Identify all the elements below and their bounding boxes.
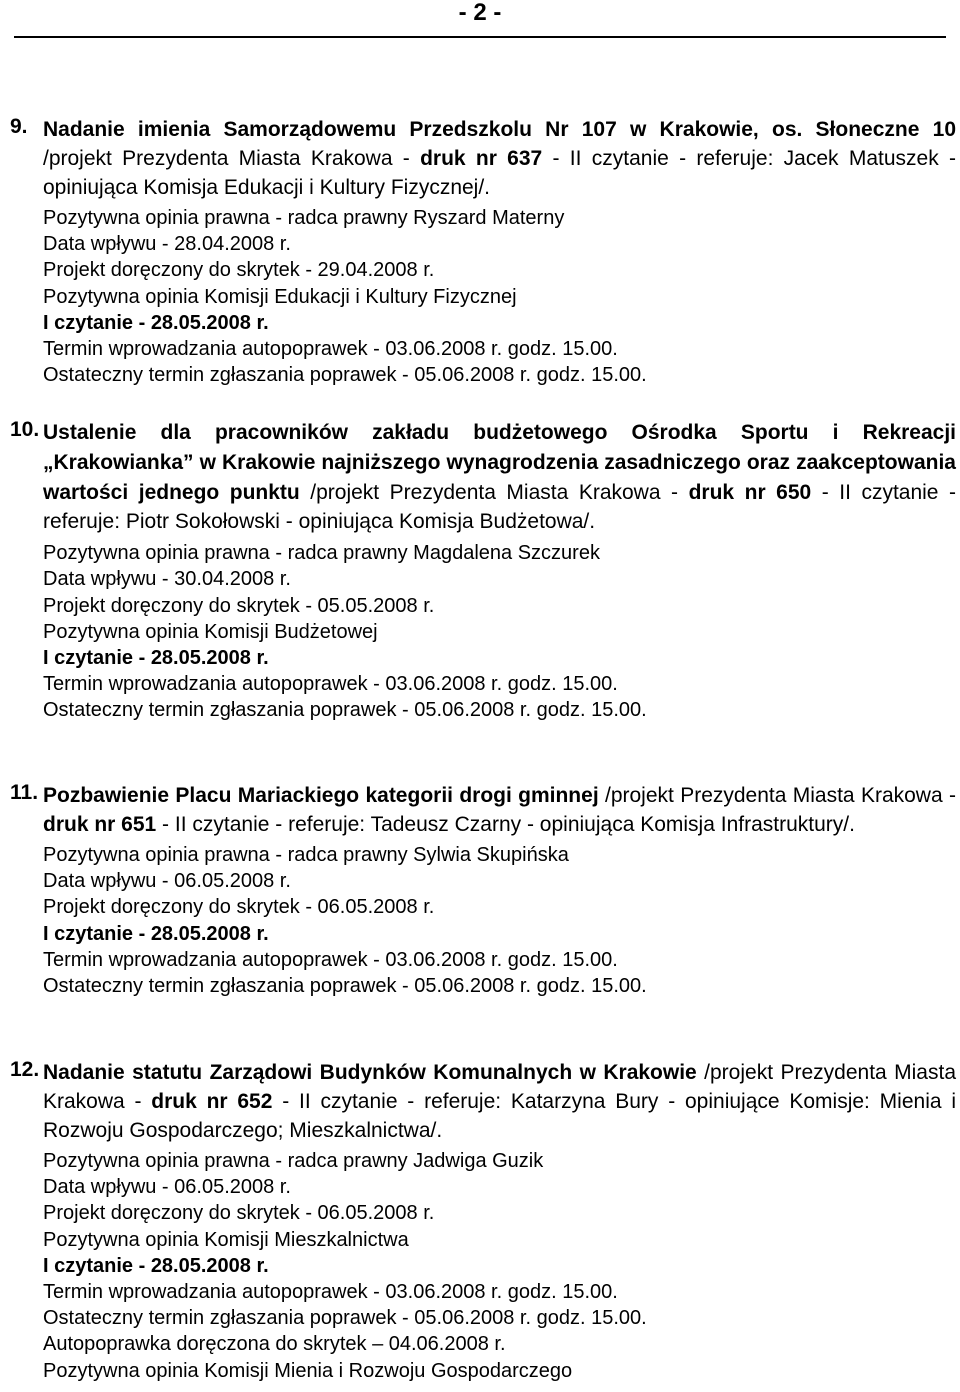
item-title: Nadanie statutu Zarządowi Budynków Komunalnych w Krakowie <box>43 1061 697 1084</box>
final-deadline: Ostateczny termin zgłaszania poprawek - 05.06.2008 r. godz. 15.00. <box>43 364 647 387</box>
item-text: /projekt Prezydenta Miasta Krakowa - <box>598 784 956 807</box>
item-text: - II czytanie - referuje: Piotr Sokołowski - opiniująca Komisja Budżetowa/. <box>43 480 956 534</box>
item-text: /projekt Prezydenta Miasta Krakowa - <box>299 480 689 504</box>
committee-opinion: Pozytywna opinia Komisji Mienia i Rozwoju Gospodarczego <box>43 1359 573 1382</box>
druk-number: druk nr 650 <box>688 480 812 504</box>
committee-opinion: Pozytywna opinia Komisji Edukacji i Kultury Fizycznej <box>43 285 517 308</box>
item-title: Pozbawienie Placu Mariackiego kategorii drogi gminnej <box>43 784 599 807</box>
committee-opinion: Pozytywna opinia Komisji Budżetowej <box>43 620 378 643</box>
amendment-deadline: Termin wprowadzania autopoprawek - 03.06.2008 r. godz. 15.00. <box>43 673 618 696</box>
druk-number: druk nr 652 <box>151 1090 273 1113</box>
agenda-item-11 <box>10 781 956 999</box>
agenda-item-12 <box>10 1058 956 1384</box>
autopoprawka-delivery: Autopoprawka doręczona do skrytek – 04.06.2008 r. <box>43 1333 506 1356</box>
receipt-date: Data wpływu - 06.05.2008 r. <box>43 870 291 893</box>
item-text: /projekt Prezydenta Miasta Krakowa - <box>43 147 421 170</box>
item-number: 12. <box>10 1058 40 1081</box>
first-reading: I czytanie - 28.05.2008 r. <box>43 311 269 334</box>
receipt-date: Data wpływu - 28.04.2008 r. <box>43 233 291 256</box>
legal-opinion: Pozytywna opinia prawna - radca prawny Magdalena Szczurek <box>43 542 600 565</box>
druk-number: druk nr 651 <box>43 813 157 836</box>
item-details <box>43 540 956 723</box>
receipt-date: Data wpływu - 30.04.2008 r. <box>43 568 291 591</box>
legal-opinion: Pozytywna opinia prawna - radca prawny Ryszard Materny <box>43 207 565 229</box>
item-text: /projekt Prezydenta Miasta Krakowa - <box>43 1061 956 1113</box>
amendment-deadline: Termin wprowadzania autopoprawek - 03.06.2008 r. godz. 15.00. <box>43 338 618 361</box>
delivery-date: Projekt doręczony do skrytek - 06.05.2008 r. <box>43 1202 435 1225</box>
agenda-item-10 <box>10 418 956 724</box>
item-description <box>43 418 956 537</box>
final-deadline: Ostateczny termin zgłaszania poprawek - 05.06.2008 r. godz. 15.00. <box>43 699 647 722</box>
item-description <box>43 1058 956 1145</box>
legal-opinion: Pozytywna opinia prawna - radca prawny Sylwia Skupińska <box>43 844 569 866</box>
delivery-date: Projekt doręczony do skrytek - 29.04.2008 r. <box>43 259 435 282</box>
item-number: 11. <box>10 781 39 804</box>
delivery-date: Projekt doręczony do skrytek - 05.05.2008 r. <box>43 594 435 617</box>
druk-number: druk nr 637 <box>420 147 543 170</box>
item-title: Ustalenie dla pracowników zakładu budżetowego Ośrodka Sportu i Rekreacji „Krakowianka” w Krakowie najniższego wynagrodzenia zasadniczego oraz zaakceptowania wartości jednego punktu <box>43 421 956 504</box>
amendment-deadline: Termin wprowadzania autopoprawek - 03.06.2008 r. godz. 15.00. <box>43 948 618 971</box>
item-details <box>43 1148 956 1384</box>
page-number: - 2 - <box>458 0 502 26</box>
delivery-date: Projekt doręczony do skrytek - 06.05.2008 r. <box>43 896 435 919</box>
item-description <box>43 781 956 839</box>
item-number: 10. <box>10 418 40 441</box>
legal-opinion: Pozytywna opinia prawna - radca prawny Jadwiga Guzik <box>43 1150 544 1172</box>
agenda-item-9 <box>10 115 956 388</box>
first-reading: I czytanie - 28.05.2008 r. <box>43 922 269 945</box>
committee-opinion: Pozytywna opinia Komisji Mieszkalnictwa <box>43 1228 409 1251</box>
item-details <box>43 205 956 388</box>
final-deadline: Ostateczny termin zgłaszania poprawek - 05.06.2008 r. godz. 15.00. <box>43 975 647 998</box>
item-text: - II czytanie - referuje: Jacek Matuszek - opiniująca Komisja Edukacji i Kultury Fizycznej/. <box>43 147 956 199</box>
receipt-date: Data wpływu - 06.05.2008 r. <box>43 1176 291 1199</box>
amendment-deadline: Termin wprowadzania autopoprawek - 03.06.2008 r. godz. 15.00. <box>43 1281 618 1304</box>
item-description <box>43 115 956 202</box>
item-number: 9. <box>10 115 28 138</box>
first-reading: I czytanie - 28.05.2008 r. <box>43 1254 269 1277</box>
header-divider <box>14 36 946 38</box>
item-title: Nadanie imienia Samorządowemu Przedszkolu Nr 107 w Krakowie, os. Słoneczne 10 <box>43 118 956 141</box>
first-reading: I czytanie - 28.05.2008 r. <box>43 647 269 669</box>
item-text: - II czytanie - referuje: Tadeusz Czarny - opiniująca Komisja Infrastruktury/. <box>156 813 855 836</box>
item-text: - II czytanie - referuje: Katarzyna Bury - opiniujące Komisje: Mienia i Rozwoju Gospodarczego; Mieszkalnictwa/. <box>43 1090 956 1142</box>
item-details <box>43 842 956 999</box>
final-deadline: Ostateczny termin zgłaszania poprawek - 05.06.2008 r. godz. 15.00. <box>43 1307 647 1330</box>
